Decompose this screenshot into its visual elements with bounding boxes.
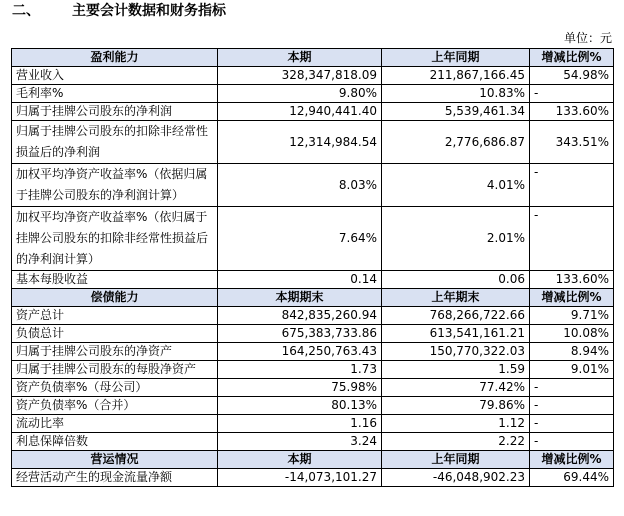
current-value: 842,835,260.94 — [218, 307, 382, 325]
header-cell: 营运情况 — [12, 451, 218, 469]
row-label: 经营活动产生的现金流量净额 — [12, 469, 218, 487]
solvency-header-row — [12, 289, 614, 307]
current-value: 9.80% — [218, 85, 382, 103]
row-label: 资产总计 — [12, 307, 218, 325]
row-label: 流动比率 — [12, 415, 218, 433]
previous-value: 0.06 — [382, 271, 530, 289]
previous-value: 2.01% — [382, 207, 530, 271]
row-label: 营业收入 — [12, 67, 218, 85]
table-row — [12, 361, 614, 379]
table-row — [12, 433, 614, 451]
current-value: 8.03% — [218, 164, 382, 207]
previous-value: 77.42% — [382, 379, 530, 397]
current-value: 328,347,818.09 — [218, 67, 382, 85]
current-value: 164,250,763.43 — [218, 343, 382, 361]
current-value: 1.73 — [218, 361, 382, 379]
table-row — [12, 164, 614, 207]
header-cell: 本期 — [218, 451, 382, 469]
previous-value: -46,048,902.23 — [382, 469, 530, 487]
header-cell: 上年同期 — [382, 49, 530, 67]
table-row — [12, 343, 614, 361]
previous-value: 4.01% — [382, 164, 530, 207]
header-cell: 盈利能力 — [12, 49, 218, 67]
previous-value: 613,541,161.21 — [382, 325, 530, 343]
change-value: - — [530, 433, 614, 451]
current-value: 3.24 — [218, 433, 382, 451]
table-row — [12, 415, 614, 433]
header-cell: 本期期末 — [218, 289, 382, 307]
table-row — [12, 379, 614, 397]
change-value: 133.60% — [530, 103, 614, 121]
header-cell: 增减比例% — [530, 451, 614, 469]
table-row — [12, 121, 614, 164]
table-row — [12, 325, 614, 343]
row-label: 毛利率% — [12, 85, 218, 103]
row-label: 归属于挂牌公司股东的净利润 — [12, 103, 218, 121]
financial-indicators-table — [11, 48, 614, 487]
header-cell: 上年同期 — [382, 451, 530, 469]
change-value: 54.98% — [530, 67, 614, 85]
header-cell: 增减比例% — [530, 49, 614, 67]
change-value: 8.94% — [530, 343, 614, 361]
change-value: 133.60% — [530, 271, 614, 289]
row-label: 加权平均净资产收益率%（依归属于挂牌公司股东的扣除非经常性损益后的净利润计算） — [12, 207, 218, 271]
current-value: -14,073,101.27 — [218, 469, 382, 487]
table-row — [12, 103, 614, 121]
table-row — [12, 271, 614, 289]
header-cell: 上年期末 — [382, 289, 530, 307]
row-label: 负债总计 — [12, 325, 218, 343]
section-title: 主要会计数据和财务指标 — [72, 3, 226, 19]
current-value: 7.64% — [218, 207, 382, 271]
current-value: 75.98% — [218, 379, 382, 397]
current-value: 12,314,984.54 — [218, 121, 382, 164]
previous-value: 2,776,686.87 — [382, 121, 530, 164]
table-row — [12, 67, 614, 85]
table-row — [12, 469, 614, 487]
change-value: - — [530, 397, 614, 415]
current-value: 675,383,733.86 — [218, 325, 382, 343]
change-value: 10.08% — [530, 325, 614, 343]
change-value: 9.01% — [530, 361, 614, 379]
row-label: 归属于挂牌公司股东的扣除非经常性损益后的净利润 — [12, 121, 218, 164]
change-value: 69.44% — [530, 469, 614, 487]
current-value: 0.14 — [218, 271, 382, 289]
current-value: 80.13% — [218, 397, 382, 415]
row-label: 利息保障倍数 — [12, 433, 218, 451]
row-label: 归属于挂牌公司股东的每股净资产 — [12, 361, 218, 379]
previous-value: 5,539,461.34 — [382, 103, 530, 121]
previous-value: 10.83% — [382, 85, 530, 103]
previous-value: 150,770,322.03 — [382, 343, 530, 361]
profitability-header-row — [12, 49, 614, 67]
table-row — [12, 307, 614, 325]
row-label: 加权平均净资产收益率%（依据归属于挂牌公司股东的净利润计算） — [12, 164, 218, 207]
row-label: 归属于挂牌公司股东的净资产 — [12, 343, 218, 361]
unit-note: 单位：元 — [563, 31, 612, 45]
change-value: - — [530, 85, 614, 103]
header-cell: 本期 — [218, 49, 382, 67]
previous-value: 1.12 — [382, 415, 530, 433]
header-cell: 偿债能力 — [12, 289, 218, 307]
change-value: 9.71% — [530, 307, 614, 325]
previous-value: 79.86% — [382, 397, 530, 415]
operations-header-row — [12, 451, 614, 469]
row-label: 基本每股收益 — [12, 271, 218, 289]
table-row — [12, 85, 614, 103]
current-value: 12,940,441.40 — [218, 103, 382, 121]
change-value: - — [530, 164, 614, 207]
previous-value: 2.22 — [382, 433, 530, 451]
change-value: 343.51% — [530, 121, 614, 164]
section-number: 二、 — [12, 3, 40, 19]
change-value: - — [530, 415, 614, 433]
table-row — [12, 207, 614, 271]
table-row — [12, 397, 614, 415]
previous-value: 211,867,166.45 — [382, 67, 530, 85]
header-cell: 增减比例% — [530, 289, 614, 307]
previous-value: 1.59 — [382, 361, 530, 379]
current-value: 1.16 — [218, 415, 382, 433]
row-label: 资产负债率%（母公司） — [12, 379, 218, 397]
change-value: - — [530, 207, 614, 271]
change-value: - — [530, 379, 614, 397]
previous-value: 768,266,722.66 — [382, 307, 530, 325]
row-label: 资产负债率%（合并） — [12, 397, 218, 415]
